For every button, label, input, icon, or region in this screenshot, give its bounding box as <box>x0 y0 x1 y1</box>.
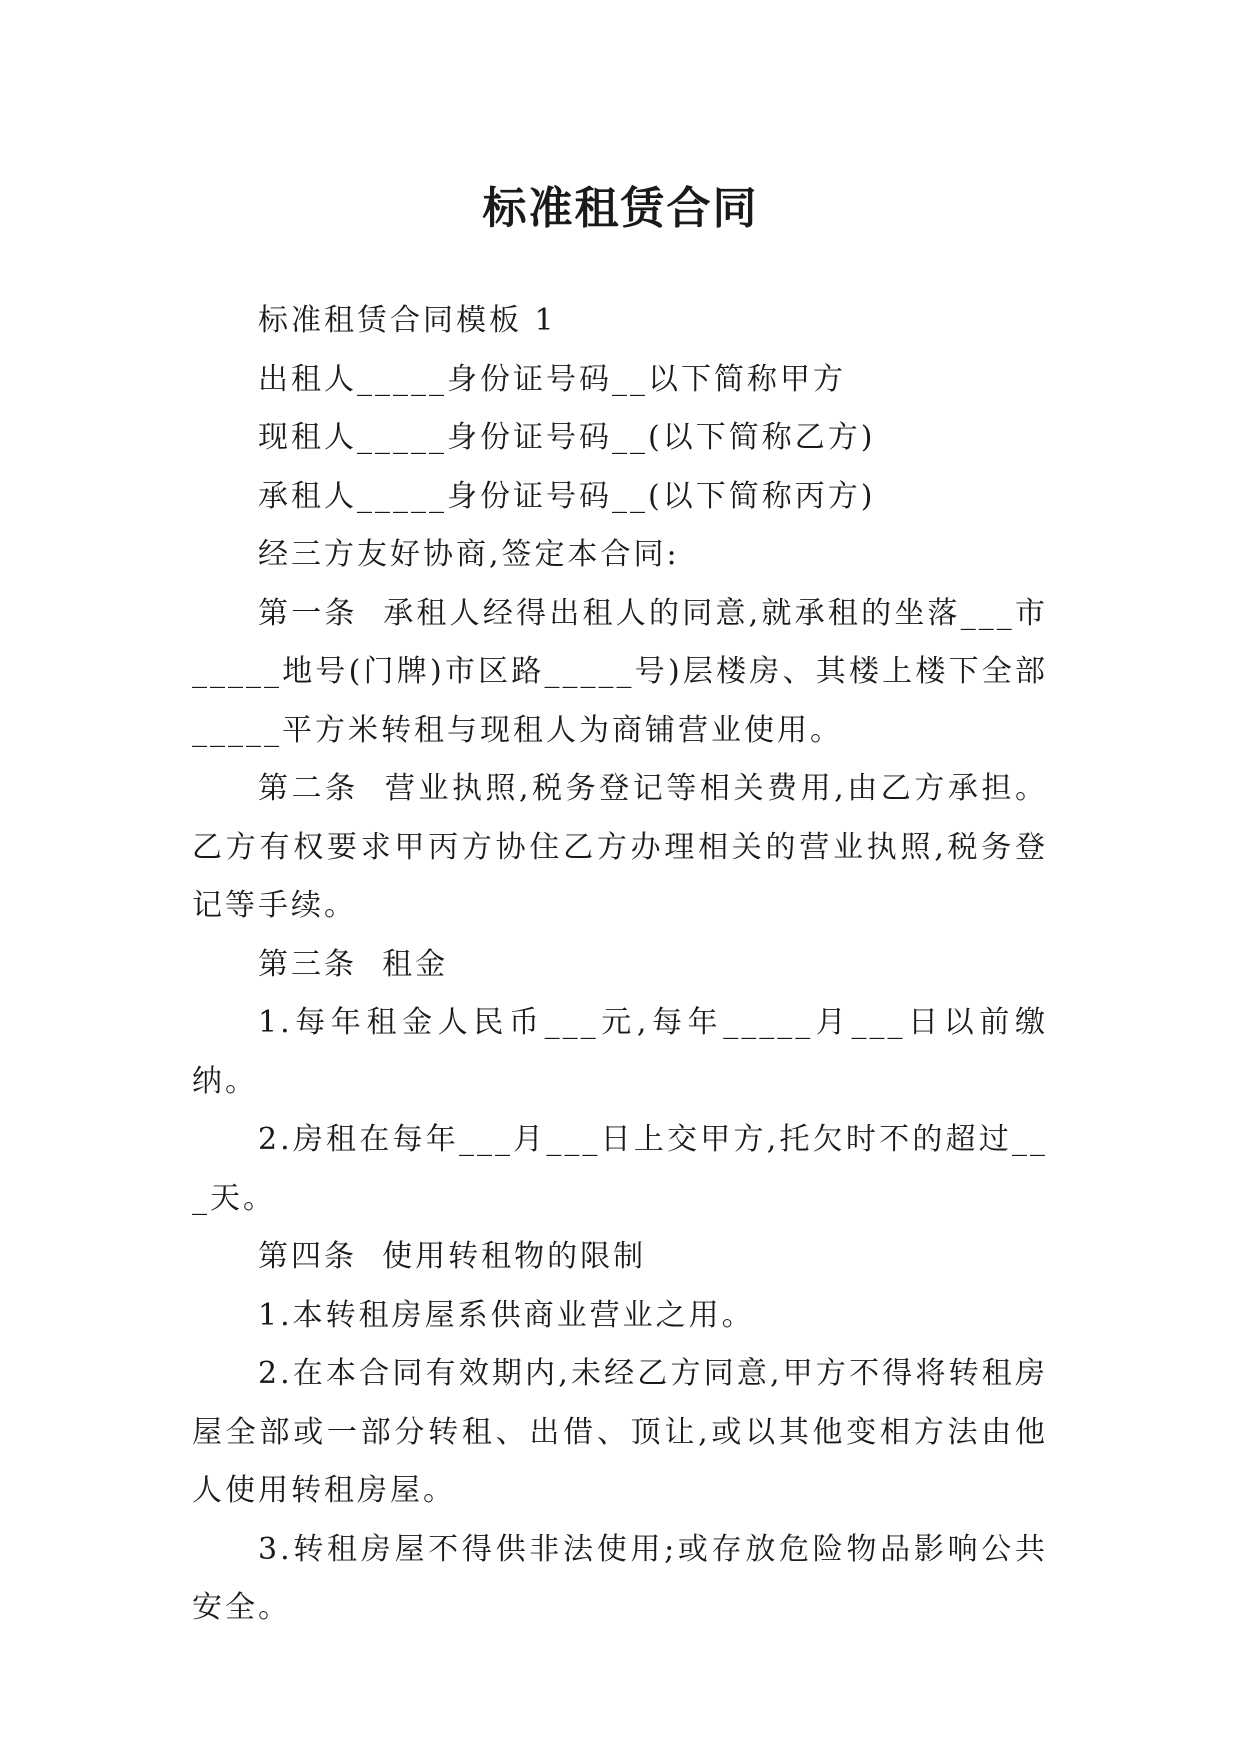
article-1: 第一条 承租人经得出租人的同意,就承租的坐落___市_____地号(门牌)市区路_____号)层楼房、其楼上楼下全部_____平方米转租与现租人为商铺营业使用。 <box>192 595 1048 748</box>
article-4-item-3: 3.转租房屋不得供非法使用;或存放危险物品影响公共安全。 <box>192 1531 1048 1625</box>
party-lessee-line: 承租人_____身份证号码__(以下简称丙方) <box>258 478 876 514</box>
document-body <box>192 292 1048 1638</box>
article-4-heading: 第四条 使用转租物的限制 <box>258 1239 647 1274</box>
article-2: 第二条 营业执照,税务登记等相关费用,由乙方承担。乙方有权要求甲丙方协住乙方办理相关的营业执照,税务登记等手续。 <box>192 771 1048 923</box>
article-3-item-1: 1.每年租金人民币___元,每年_____月___日以前缴纳。 <box>192 1005 1048 1099</box>
template-heading: 标准租赁合同模板 1 <box>258 303 557 338</box>
document-title: 标准租赁合同 <box>482 183 759 235</box>
party-lessor-line: 出租人_____身份证号码__以下简称甲方 <box>258 361 846 397</box>
article-4-item-1: 1.本转租房屋系供商业营业之用。 <box>258 1297 755 1333</box>
article-3-heading: 第三条 租金 <box>258 946 449 982</box>
article-4-item-2: 2.在本合同有效期内,未经乙方同意,甲方不得将转租房屋全部或一部分转租、出借、顶让,或以其他变相方法由他人使用转租房屋。 <box>192 1356 1048 1508</box>
party-current-tenant-line: 现租人_____身份证号码__(以下简称乙方) <box>258 420 876 455</box>
agreement-intro: 经三方友好协商,签定本合同: <box>258 537 680 572</box>
article-3-item-2: 2.房租在每年___月___日上交甲方,托欠时不的超过___天。 <box>192 1122 1048 1216</box>
